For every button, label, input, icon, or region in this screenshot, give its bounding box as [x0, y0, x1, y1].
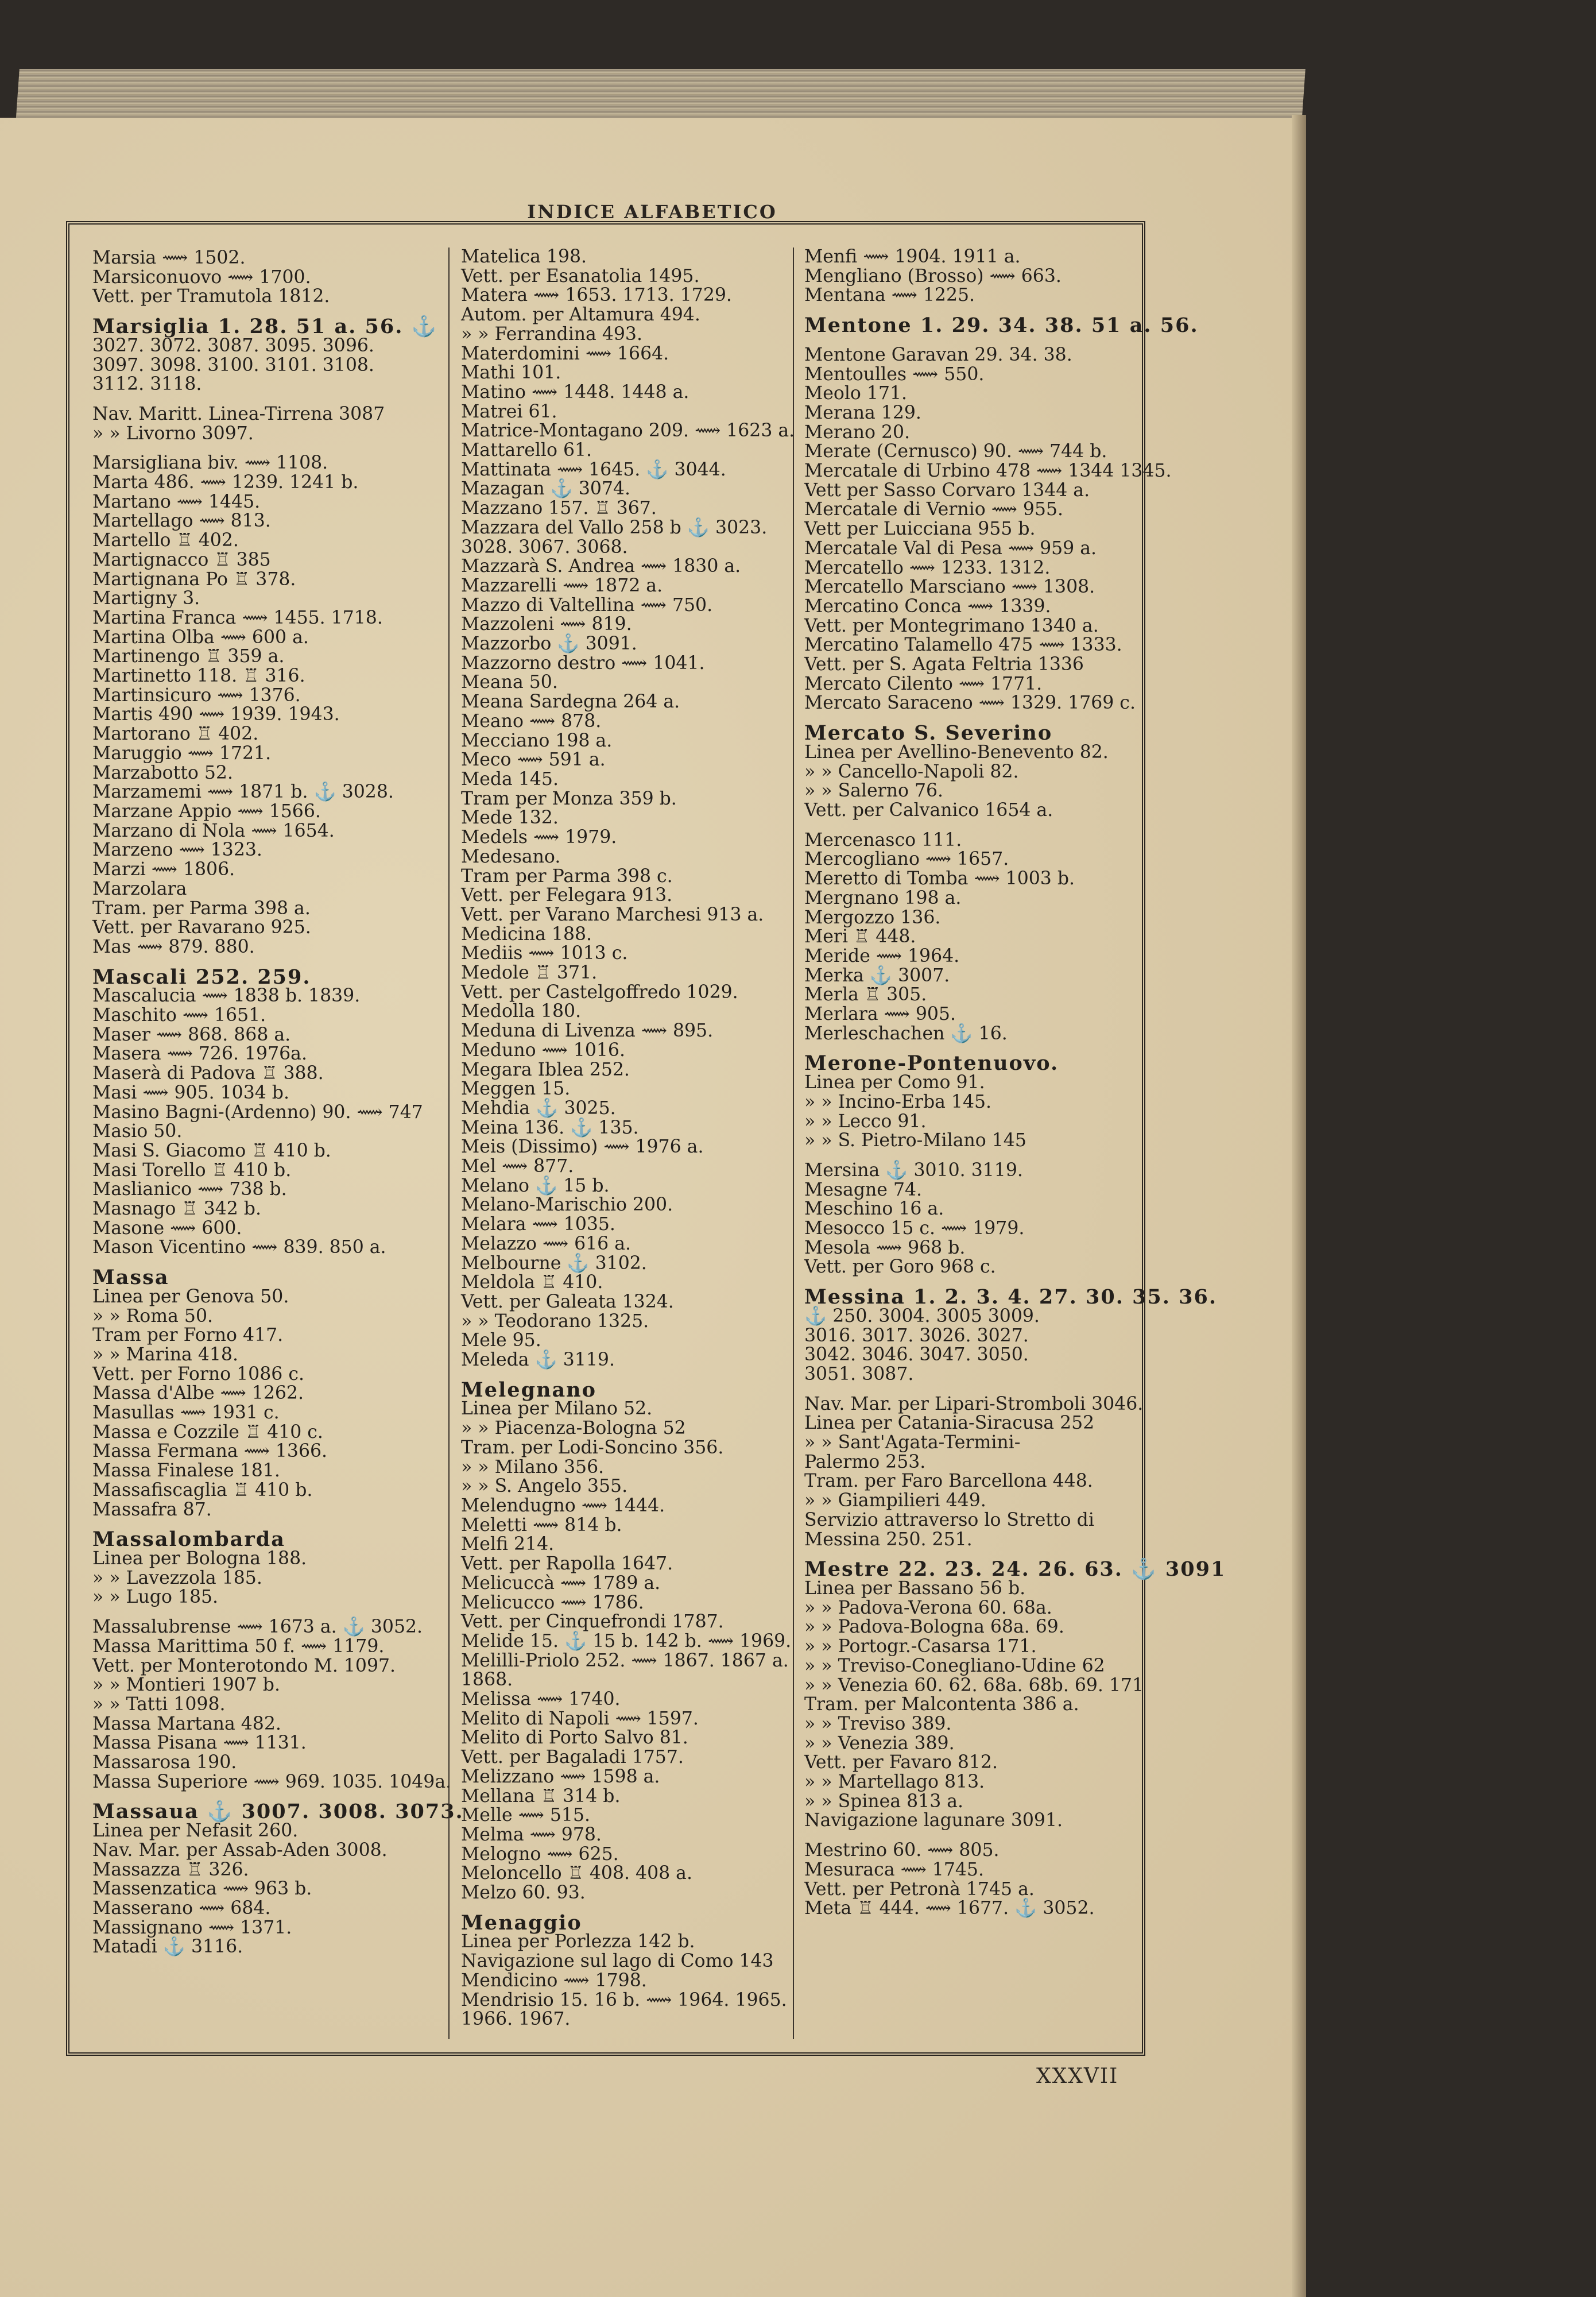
index-entry: Meta ♖ 444. ⟿ 1677. ⚓ 3052. [804, 1898, 1095, 1919]
index-entry: Massarosa 190. [92, 1752, 237, 1773]
index-entry: Melano-Marischio 200. [461, 1194, 673, 1216]
index-entry: 3042. 3046. 3047. 3050. [804, 1344, 1029, 1366]
index-entry: Massa Martana 482. [92, 1713, 281, 1734]
index-entry: Mason Vicentino ⟿ 839. 850 a. [92, 1237, 386, 1258]
index-entry: » » Ferrandina 493. [461, 323, 642, 345]
index-entry: Merlara ⟿ 905. [804, 1004, 956, 1025]
index-entry: Martorano ♖ 402. [92, 724, 259, 745]
index-entry: Melissa ⟿ 1740. [461, 1689, 621, 1710]
index-entry: Massa Finalese 181. [92, 1460, 280, 1482]
index-entry: Vett. per Esanatolia 1495. [461, 265, 700, 287]
index-entry: Linea per Genova 50. [92, 1286, 289, 1307]
index-entry: Mergozzo 136. [804, 907, 941, 928]
index-entry: Mercatino Talamello 475 ⟿ 1333. [804, 635, 1122, 656]
index-entry: Matino ⟿ 1448. 1448 a. [461, 381, 689, 403]
index-entry: Linea per Avellino-Benevento 82. [804, 741, 1109, 763]
index-entry: Vett. per Cinquefrondi 1787. [461, 1611, 724, 1633]
index-entry: Marzi ⟿ 1806. [92, 859, 235, 880]
index-entry: Nav. Maritt. Linea-Tirrena 3087 [92, 403, 385, 424]
index-entry: Masio 50. [92, 1121, 183, 1142]
index-entry: » » Teodorano 1325. [461, 1310, 649, 1332]
index-entry: Tram. per Faro Barcellona 448. [804, 1471, 1093, 1492]
index-entry: Meggen 15. [461, 1078, 571, 1100]
index-entry: » » Lugo 185. [92, 1587, 219, 1608]
index-entry: Merla ♖ 305. [804, 984, 927, 1006]
index-entry: Servizio attraverso lo Stretto di [804, 1509, 1094, 1530]
index-entry: Martellago ⟿ 813. [92, 511, 271, 532]
index-entry: Mathi 101. [461, 362, 561, 384]
index-heading: Marsiglia 1. 28. 51 a. 56. ⚓ [92, 315, 438, 339]
index-entry: Navigazione sul lago di Como 143 [461, 1951, 774, 1972]
index-entry: Meina 136. ⚓ 135. [461, 1117, 639, 1138]
index-entry: Melle ⟿ 515. [461, 1805, 591, 1826]
index-entry: Meis (Dissimo) ⟿ 1976 a. [461, 1136, 704, 1158]
index-entry: Mediis ⟿ 1013 c. [461, 943, 628, 964]
index-entry: Materdomini ⟿ 1664. [461, 343, 669, 364]
index-entry: Linea per Milano 52. [461, 1398, 653, 1420]
index-entry: Martano ⟿ 1445. [92, 491, 261, 512]
index-entry: » » Tatti 1098. [92, 1693, 226, 1715]
index-entry: Massenzatica ⟿ 963 b. [92, 1878, 312, 1900]
index-entry: Melicucco ⟿ 1786. [461, 1592, 644, 1613]
index-entry: Mascalucia ⟿ 1838 b. 1839. [92, 985, 361, 1007]
index-heading: Massalombarda [92, 1528, 285, 1552]
index-entry: Marzano di Nola ⟿ 1654. [92, 820, 335, 841]
index-entry: Mellana ♖ 314 b. [461, 1785, 621, 1807]
index-entry: Mercatale Val di Pesa ⟿ 959 a. [804, 537, 1097, 559]
index-entry: Massazza ♖ 326. [92, 1859, 249, 1880]
index-entry: Mattarello 61. [461, 440, 592, 461]
page-number: XXXVII [1036, 2064, 1119, 2088]
index-entry: Meano ⟿ 878. [461, 710, 602, 732]
index-entry: Mesagne 74. [804, 1179, 923, 1200]
index-entry: Mentone Garavan 29. 34. 38. [804, 344, 1072, 365]
index-entry: Masullas ⟿ 1931 c. [92, 1402, 280, 1424]
index-entry: » » Incino-Erba 145. [804, 1091, 992, 1112]
index-entry: Mendicino ⟿ 1798. [461, 1970, 647, 1991]
index-entry: 3112. 3118. [92, 374, 202, 395]
index-entry: Mazagan ⚓ 3074. [461, 478, 631, 500]
index-entry: Melizzano ⟿ 1598 a. [461, 1766, 660, 1787]
index-entry: Marsiconuovo ⟿ 1700. [92, 266, 311, 288]
index-entry: Marzane Appio ⟿ 1566. [92, 801, 321, 822]
index-entry: Massa d'Albe ⟿ 1262. [92, 1383, 304, 1404]
index-entry: Messina 250. 251. [804, 1529, 973, 1550]
index-entry: 1868. [461, 1669, 513, 1691]
index-entry: » » Padova-Bologna 68a. 69. [804, 1617, 1064, 1638]
index-entry: Martigny 3. [92, 588, 200, 609]
index-column-2 [448, 248, 805, 2039]
running-head: INDICE ALFABETICO [527, 201, 777, 223]
index-entry: Marsigliana biv. ⟿ 1108. [92, 453, 328, 474]
index-entry: Massafra 87. [92, 1499, 212, 1520]
index-entry: Masi S. Giacomo ♖ 410 b. [92, 1140, 331, 1161]
index-entry: Melendugno ⟿ 1444. [461, 1495, 665, 1516]
index-entry: Massalubrense ⟿ 1673 a. ⚓ 3052. [92, 1617, 423, 1638]
index-entry: Medels ⟿ 1979. [461, 827, 617, 848]
index-entry: Linea per Catania-Siracusa 252 [804, 1413, 1095, 1434]
index-entry: Mercatino Conca ⟿ 1339. [804, 595, 1051, 617]
index-entry: Linea per Porlezza 142 b. [461, 1931, 695, 1952]
index-entry: Marta 486. ⟿ 1239. 1241 b. [92, 472, 359, 493]
index-entry: » » Venezia 60. 62. 68a. 68b. 69. 171 [804, 1675, 1144, 1696]
index-entry: Matrice-Montagano 209. ⟿ 1623 a. [461, 420, 795, 442]
index-entry: Melogno ⟿ 625. [461, 1843, 619, 1865]
index-entry: Mazzoleni ⟿ 819. [461, 614, 632, 635]
index-column-3 [793, 246, 1226, 2039]
index-entry: Melfi 214. [461, 1534, 555, 1555]
index-entry: Merano 20. [804, 421, 911, 443]
index-entry: » » Milano 356. [461, 1456, 605, 1478]
index-entry: Maserà di Padova ♖ 388. [92, 1063, 324, 1084]
index-entry: Meana 50. [461, 672, 558, 693]
index-entry: Melito di Porto Salvo 81. [461, 1727, 688, 1749]
index-heading: Massa [92, 1266, 169, 1290]
index-heading: Mentone 1. 29. 34. 38. 51 a. 56. [804, 314, 1199, 338]
index-heading: Menaggio [461, 1911, 582, 1935]
index-entry: Marzolara [92, 878, 187, 899]
index-entry: Meco ⟿ 591 a. [461, 749, 606, 771]
index-entry: Linea per Nefasit 260. [92, 1820, 299, 1842]
index-entry: Mercatello ⟿ 1233. 1312. [804, 557, 1051, 578]
index-entry: Martignacco ♖ 385 [92, 549, 271, 570]
index-entry: Menfi ⟿ 1904. 1911 a. [804, 246, 1021, 267]
index-entry: Massa e Cozzile ♖ 410 c. [92, 1421, 323, 1443]
index-entry: Medolla 180. [461, 1001, 582, 1022]
index-entry: Tram per Monza 359 b. [461, 788, 677, 809]
index-entry: Tram per Forno 417. [92, 1325, 284, 1346]
index-entry: Melara ⟿ 1035. [461, 1214, 615, 1235]
index-entry: Matelica 198. [461, 246, 587, 267]
index-entry: » » Padova-Verona 60. 68a. [804, 1597, 1052, 1618]
index-entry: Vett. per Calvanico 1654 a. [804, 799, 1053, 821]
index-heading: Messina 1. 2. 3. 4. 27. 30. 35. 36. [804, 1285, 1218, 1309]
index-entry: Mazzara del Vallo 258 b ⚓ 3023. [461, 517, 768, 538]
index-heading: Mascali 252. 259. [92, 965, 311, 989]
index-entry: Vett. per Petronà 1745 a. [804, 1878, 1035, 1900]
index-entry: Massa Superiore ⟿ 969. 1035. 1049a. [92, 1771, 452, 1792]
index-entry: Mehdia ⚓ 3025. [461, 1097, 616, 1119]
index-entry: Medole ♖ 371. [461, 962, 598, 984]
index-entry: » » Treviso-Conegliano-Udine 62 [804, 1655, 1105, 1676]
index-entry: Vett. per Castelgoffredo 1029. [461, 981, 738, 1003]
index-entry: Vett. per Montegrimano 1340 a. [804, 615, 1099, 636]
index-entry: Meletti ⟿ 814 b. [461, 1514, 622, 1536]
index-entry: Vett. per Goro 968 c. [804, 1256, 996, 1278]
index-entry: Nav. Mar. per Assab-Aden 3008. [92, 1839, 388, 1861]
index-entry: Melano ⚓ 15 b. [461, 1175, 610, 1196]
index-entry: Melazzo ⟿ 616 a. [461, 1233, 632, 1254]
index-entry: Maschito ⟿ 1651. [92, 1005, 266, 1026]
index-heading: Mercato S. Severino [804, 721, 1053, 745]
index-entry: Marzamemi ⟿ 1871 b. ⚓ 3028. [92, 782, 394, 803]
index-entry: » » Lavezzola 185. [92, 1567, 262, 1588]
index-entry: Melicuccà ⟿ 1789 a. [461, 1572, 661, 1594]
index-entry: Tram. per Parma 398 a. [92, 898, 311, 919]
index-entry: Masino Bagni-(Ardenno) 90. ⟿ 747 [92, 1101, 423, 1123]
index-entry: Masone ⟿ 600. [92, 1217, 242, 1239]
index-entry: Martis 490 ⟿ 1939. 1943. [92, 704, 340, 725]
index-entry: Mazzorno destro ⟿ 1041. [461, 652, 705, 674]
index-entry: » » Roma 50. [92, 1305, 214, 1327]
index-entry: Marzabotto 52. [92, 762, 233, 783]
index-entry: Mazzano 157. ♖ 367. [461, 498, 657, 519]
index-entry: Mazzarelli ⟿ 1872 a. [461, 575, 663, 596]
index-entry: Martignana Po ♖ 378. [92, 569, 296, 590]
index-heading: Merone-Pontenuovo. [804, 1051, 1059, 1076]
index-entry: Medesano. [461, 846, 561, 867]
index-entry: Martello ♖ 402. [92, 530, 239, 551]
index-entry: Meduna di Livenza ⟿ 895. [461, 1020, 714, 1042]
index-entry: » » Portogr.-Casarsa 171. [804, 1636, 1037, 1657]
index-entry: Matera ⟿ 1653. 1713. 1729. [461, 285, 732, 306]
index-entry: Mersina ⚓ 3010. 3119. [804, 1159, 1023, 1181]
spacer [804, 1385, 1137, 1395]
index-entry: Meri ♖ 448. [804, 926, 916, 948]
index-entry: Medicina 188. [461, 923, 592, 945]
index-entry: Merate (Cernusco) 90. ⟿ 744 b. [804, 441, 1107, 462]
index-entry: Maser ⟿ 868. 868 a. [92, 1024, 291, 1045]
index-entry: 3027. 3072. 3087. 3095. 3096. [92, 335, 374, 356]
index-entry: Mercatale di Vernio ⟿ 955. [804, 499, 1063, 520]
index-entry: Merleschachen ⚓ 16. [804, 1023, 1008, 1044]
index-entry: Nav. Mar. per Lipari-Stromboli 3046. [804, 1393, 1144, 1414]
index-entry: Linea per Bologna 188. [92, 1548, 307, 1569]
index-frame [66, 221, 1226, 2056]
index-entry: 1966. 1967. [461, 2009, 571, 2030]
index-entry: Autom. per Altamura 494. [461, 304, 700, 326]
index-entry: Melma ⟿ 978. [461, 1824, 602, 1845]
index-entry: » » S. Angelo 355. [461, 1476, 628, 1497]
index-entry: 3097. 3098. 3100. 3101. 3108. [92, 354, 374, 376]
index-entry: Mentana ⟿ 1225. [804, 285, 975, 306]
index-entry: Meschino 16 a. [804, 1198, 944, 1220]
index-entry: Masi Torello ♖ 410 b. [92, 1159, 292, 1181]
index-entry: ⚓ 250. 3004. 3005 3009. [804, 1305, 1040, 1327]
index-entry: Meldola ♖ 410. [461, 1272, 603, 1293]
index-entry: Mercatale di Urbino 478 ⟿ 1344 1345. [804, 461, 1172, 482]
index-entry: Matadi ⚓ 3116. [92, 1936, 243, 1958]
index-entry: Vett. per Felegara 913. [461, 885, 673, 906]
index-entry: Maslianico ⟿ 738 b. [92, 1179, 287, 1200]
index-entry: Massafiscaglia ♖ 410 b. [92, 1479, 313, 1501]
index-entry: » » Treviso 389. [804, 1713, 952, 1734]
index-entry: Melide 15. ⚓ 15 b. 142 b. ⟿ 1969. [461, 1630, 792, 1652]
index-entry: » » Giampilieri 449. [804, 1490, 986, 1511]
index-entry: Melzo 60. 93. [461, 1882, 586, 1904]
index-entry: Vett. per Galeata 1324. [461, 1291, 674, 1312]
index-entry: Vett per Sasso Corvaro 1344 a. [804, 479, 1090, 501]
index-entry: Mattinata ⟿ 1645. ⚓ 3044. [461, 459, 726, 480]
index-entry: Mesuraca ⟿ 1745. [804, 1859, 984, 1880]
index-entry: Vett. per Ravarano 925. [92, 917, 311, 938]
index-entry: » » Livorno 3097. [92, 423, 254, 444]
index-entry: Linea per Como 91. [804, 1072, 985, 1093]
index-entry: Tram per Parma 398 c. [461, 865, 673, 887]
index-entry: Martina Olba ⟿ 600 a. [92, 627, 309, 648]
index-entry: Meretto di Tomba ⟿ 1003 b. [804, 868, 1075, 890]
index-entry: Megara Iblea 252. [461, 1059, 630, 1080]
index-heading: Melegnano [461, 1378, 596, 1402]
index-entry: Melilli-Priolo 252. ⟿ 1867. 1867 a. [461, 1650, 789, 1671]
index-entry: » » Salerno 76. [804, 780, 944, 802]
index-entry: » » Spinea 813 a. [804, 1791, 964, 1812]
index-entry: » » Cancello-Napoli 82. [804, 761, 1019, 782]
index-entry: Matrei 61. [461, 401, 557, 422]
index-entry: Massa Marittima 50 f. ⟿ 1179. [92, 1635, 385, 1657]
index-entry: Meleda ⚓ 3119. [461, 1349, 615, 1371]
index-entry: » » Marina 418. [92, 1344, 238, 1365]
index-entry: Vett per Luicciana 955 b. [804, 519, 1036, 540]
index-entry: Mazzorbo ⚓ 3091. [461, 633, 637, 655]
index-entry: Navigazione lagunare 3091. [804, 1810, 1063, 1831]
index-entry: Melbourne ⚓ 3102. [461, 1252, 647, 1274]
index-entry: Palermo 253. [804, 1451, 926, 1472]
index-entry: Meduno ⟿ 1016. [461, 1039, 625, 1061]
index-heading: Mestre 22. 23. 24. 26. 63. ⚓ 3091 [804, 1557, 1226, 1581]
index-entry: » » Venezia 389. [804, 1733, 955, 1754]
spacer [804, 821, 1137, 831]
index-entry: Mergnano 198 a. [804, 887, 962, 908]
index-entry: Masi ⟿ 905. 1034 b. [92, 1082, 289, 1103]
index-entry: Meride ⟿ 1964. [804, 945, 960, 966]
index-entry: Mazzo di Valtellina ⟿ 750. [461, 594, 713, 616]
index-entry: Marzeno ⟿ 1323. [92, 840, 262, 861]
index-entry: Mercatello Marsciano ⟿ 1308. [804, 577, 1095, 598]
index-entry: Martinetto 118. ♖ 316. [92, 666, 305, 687]
index-entry: Linea per Bassano 56 b. [804, 1578, 1026, 1599]
index-entry: Mas ⟿ 879. 880. [92, 936, 255, 957]
index-entry: Mercogliano ⟿ 1657. [804, 849, 1009, 870]
index-entry: Martinengo ♖ 359 a. [92, 646, 285, 667]
index-entry: Mercato Cilento ⟿ 1771. [804, 673, 1043, 694]
index-entry: Martinsicuro ⟿ 1376. [92, 685, 301, 706]
index-entry: Vett. per S. Agata Feltria 1336 [804, 654, 1084, 675]
index-column-1 [92, 248, 464, 2040]
index-entry: Massa Pisana ⟿ 1131. [92, 1733, 307, 1754]
index-entry: Masera ⟿ 726. 1976a. [92, 1043, 307, 1065]
index-entry: Vett. per Tramutola 1812. [92, 286, 330, 307]
index-entry: Mercenasco 111. [804, 829, 962, 850]
index-entry: Mentoulles ⟿ 550. [804, 364, 985, 385]
index-entry: Meana Sardegna 264 a. [461, 691, 680, 713]
index-entry: Mel ⟿ 877. [461, 1156, 574, 1177]
index-entry: Vett. per Rapolla 1647. [461, 1553, 673, 1575]
index-entry: Massignano ⟿ 1371. [92, 1917, 292, 1938]
index-entry: Meloncello ♖ 408. 408 a. [461, 1863, 692, 1884]
index-entry: » » Lecco 91. [804, 1111, 927, 1132]
index-entry: Mecciano 198 a. [461, 730, 613, 751]
index-entry: Vett. per Forno 1086 c. [92, 1363, 304, 1385]
index-entry: Mesola ⟿ 968 b. [804, 1237, 966, 1258]
index-entry: » » S. Pietro-Milano 145 [804, 1130, 1026, 1151]
index-entry: Merka ⚓ 3007. [804, 965, 950, 986]
index-heading: Massaua ⚓ 3007. 3008. 3073. [92, 1800, 464, 1824]
index-entry: Vett. per Monterotondo M. 1097. [92, 1655, 396, 1676]
index-entry: Mazzarà S. Andrea ⟿ 1830 a. [461, 556, 741, 577]
index-entry: Vett. per Bagaladi 1757. [461, 1747, 684, 1768]
index-entry: 3028. 3067. 3068. [461, 536, 628, 558]
index-entry: Vett. per Favaro 812. [804, 1752, 998, 1773]
index-entry: Masserano ⟿ 684. [92, 1897, 271, 1919]
index-entry: Mede 132. [461, 807, 559, 829]
index-entry: » » Montieri 1907 b. [92, 1675, 280, 1696]
index-entry: Tram. per Lodi-Soncino 356. [461, 1437, 724, 1458]
index-entry: 3016. 3017. 3026. 3027. [804, 1325, 1029, 1346]
index-entry: » » Piacenza-Bologna 52 [461, 1418, 686, 1439]
index-entry: Mestrino 60. ⟿ 805. [804, 1840, 1000, 1861]
index-entry: Tram. per Malcontenta 386 a. [804, 1694, 1079, 1715]
index-entry: Vett. per Varano Marchesi 913 a. [461, 904, 764, 925]
index-entry: » » Martellago 813. [804, 1772, 985, 1793]
index-entry: Maruggio ⟿ 1721. [92, 743, 272, 764]
index-entry: Mercato Saraceno ⟿ 1329. 1769 c. [804, 693, 1136, 714]
index-entry: » » Sant'Agata-Termini- [804, 1432, 1021, 1453]
index-entry: Martina Franca ⟿ 1455. 1718. [92, 607, 383, 628]
index-entry: Merana 129. [804, 402, 921, 423]
page-right-edge [1292, 115, 1306, 2297]
index-entry: Meda 145. [461, 768, 559, 790]
index-entry: Marsia ⟿ 1502. [92, 248, 246, 268]
index-entry: Melito di Napoli ⟿ 1597. [461, 1708, 699, 1729]
index-entry: Massa Fermana ⟿ 1366. [92, 1441, 328, 1462]
index-entry: Meolo 171. [804, 383, 908, 404]
index-entry: Mele 95. [461, 1330, 541, 1351]
index-entry: Mendrisio 15. 16 b. ⟿ 1964. 1965. [461, 1989, 787, 2010]
index-entry: Mesocco 15 c. ⟿ 1979. [804, 1218, 1025, 1239]
index-entry: Masnago ♖ 342 b. [92, 1198, 261, 1220]
index-entry: 3051. 3087. [804, 1363, 914, 1385]
index-entry: Mengliano (Brosso) ⟿ 663. [804, 265, 1062, 287]
